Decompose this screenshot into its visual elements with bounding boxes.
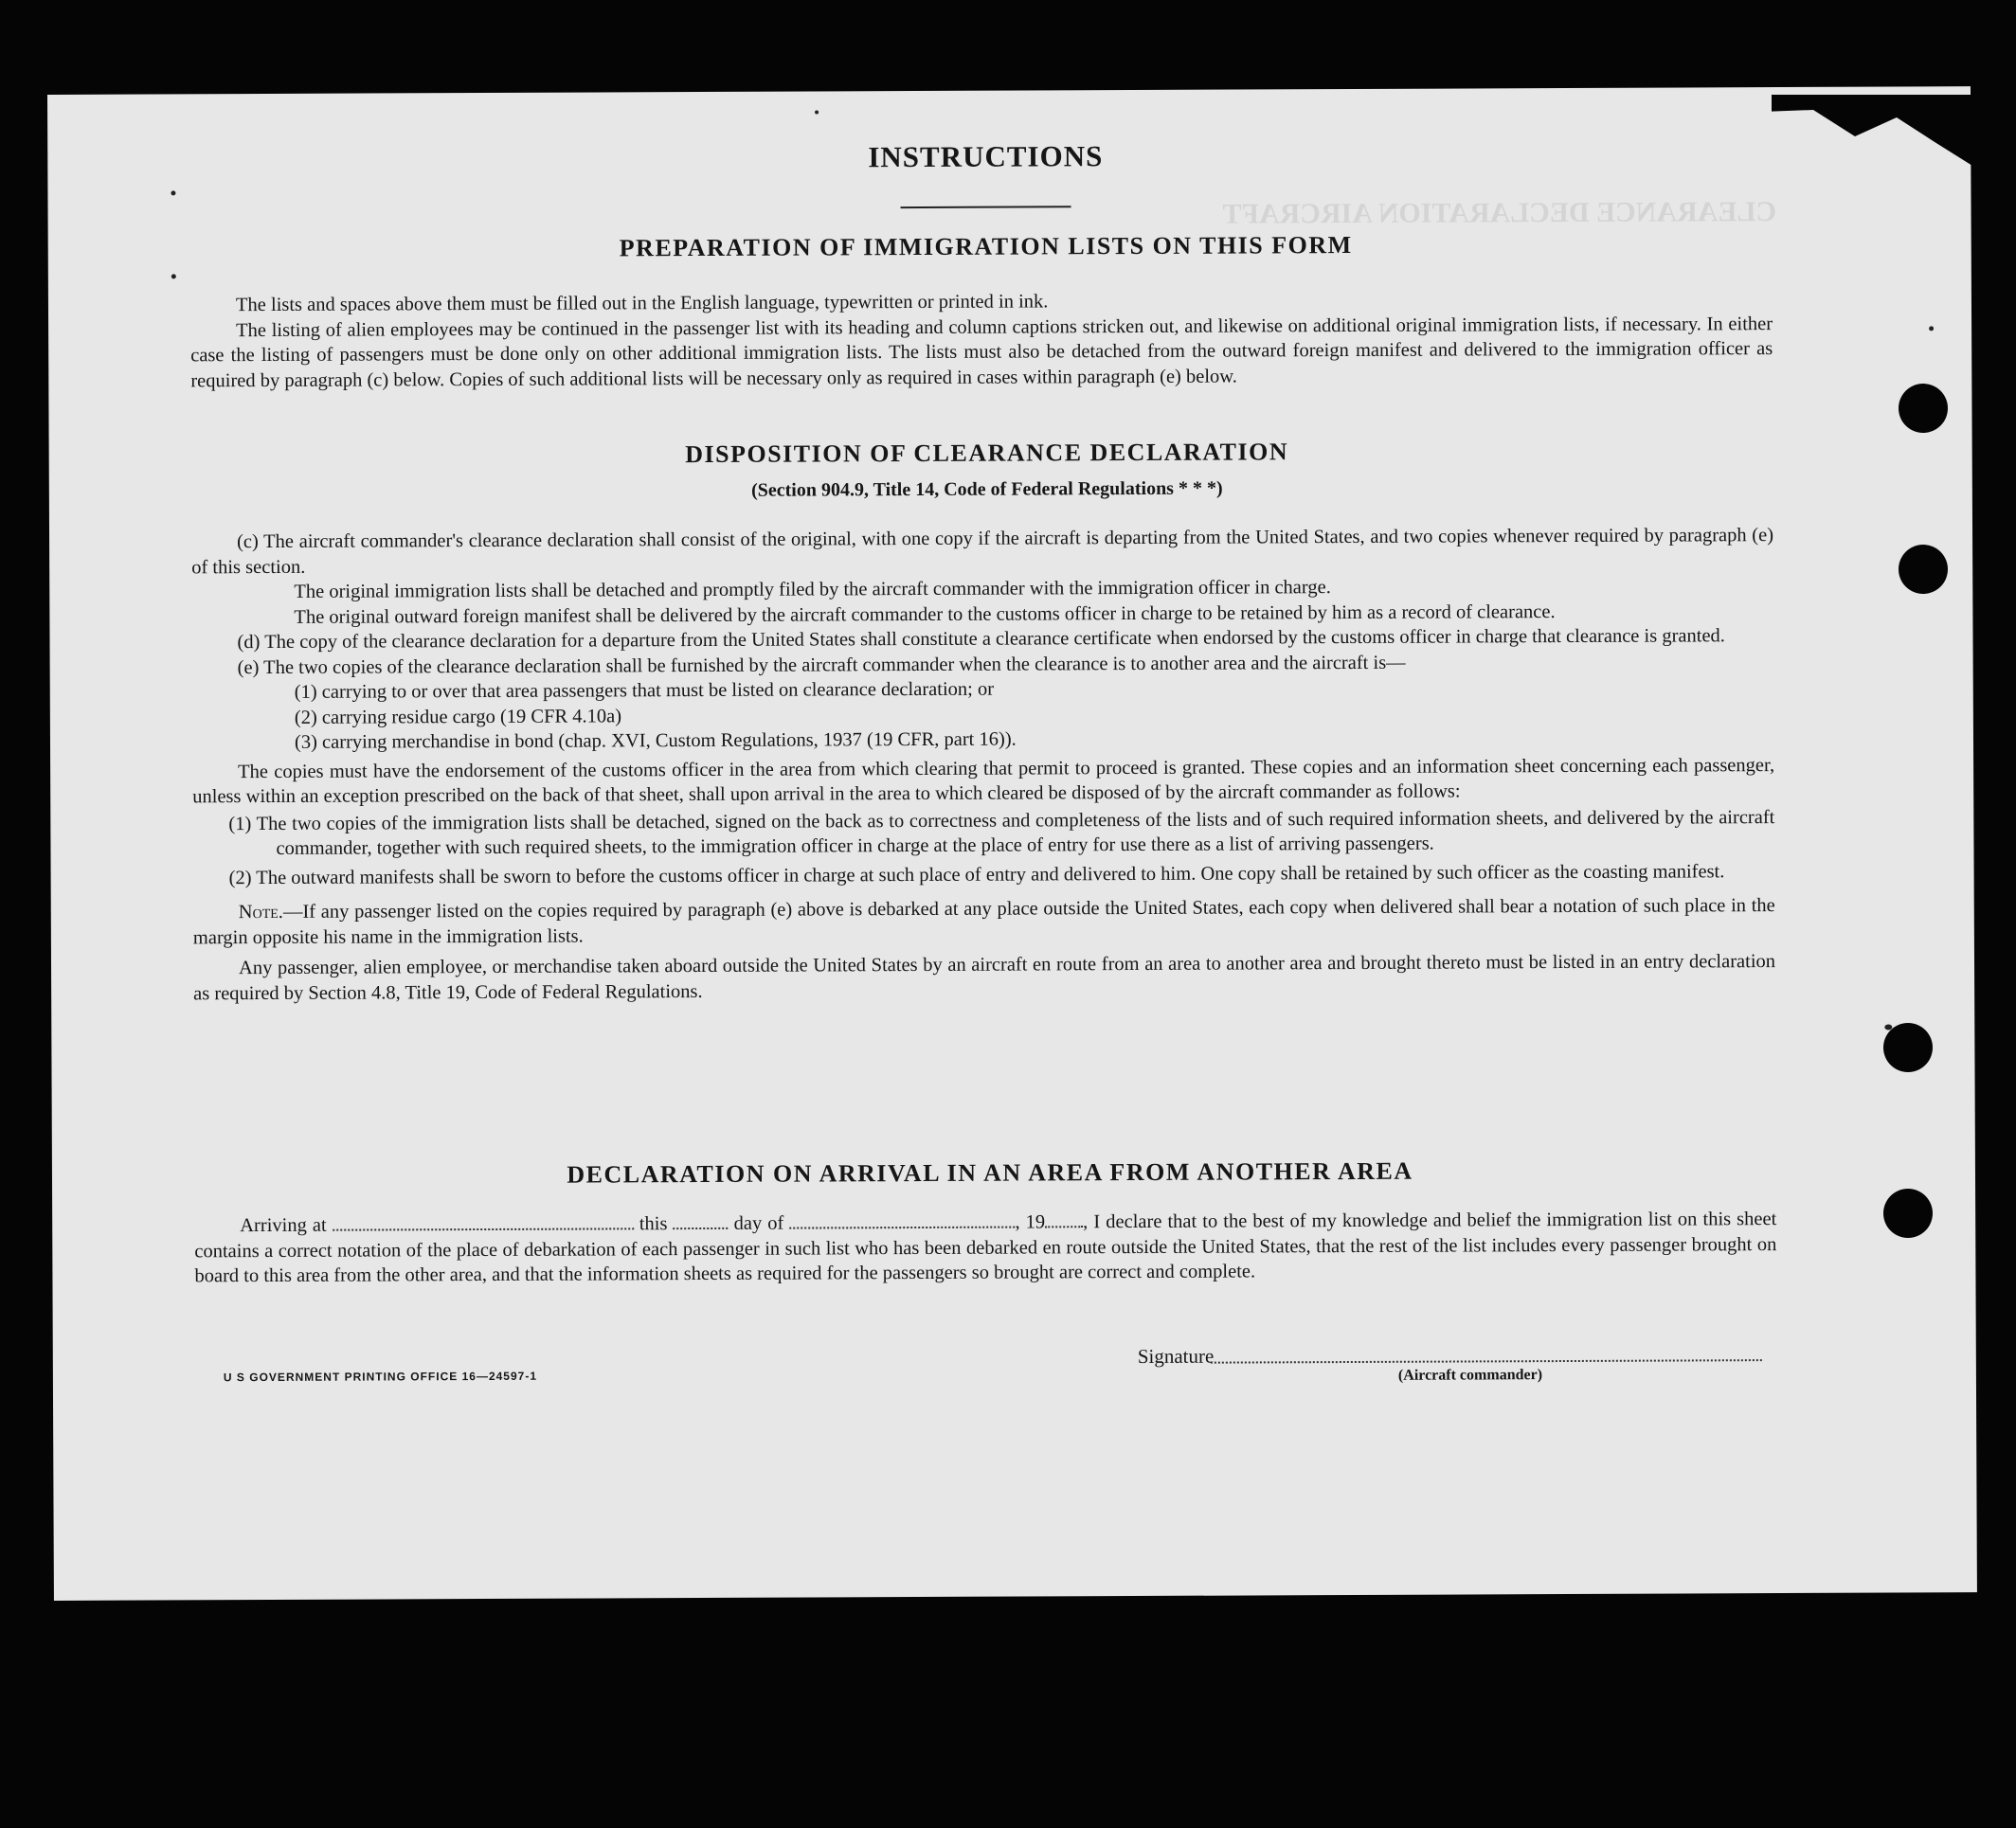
day-field[interactable]	[673, 1211, 728, 1229]
arrival-declaration	[194, 1207, 1776, 1289]
document-sheet	[47, 86, 1977, 1601]
signature-line[interactable]	[1211, 1359, 1762, 1364]
paragraph-d: (d) The copy of the clearance declaration for a departure from the United States shall constitute a clearance certificate when endorsed by the customs officer in charge that clearance is granted.	[237, 625, 1725, 654]
page-title: INSTRUCTIONS	[868, 139, 1104, 174]
section-heading-arrival: DECLARATION ON ARRIVAL IN AN AREA FROM ANOTHER AREA	[567, 1156, 1413, 1189]
paragraph-e-item-3: (3) carrying merchandise in bond (chap. XVI, Custom Regulations, 1937 (19 CFR, part 16)).	[294, 728, 1017, 753]
punch-hole	[1899, 384, 1948, 433]
note-label: Note.	[238, 901, 283, 923]
this-label: this	[639, 1213, 668, 1235]
speck-mark	[815, 110, 819, 114]
preparation-text	[190, 286, 1773, 393]
preparation-para-2: The listing of alien employees may be continued in the passenger list with its heading and column captions stricken out, and likewise on additional original immigration lists, if necessary. In either case the listing of passengers must be done only on other additional immigration lists. The lists must also be detached from the outward foreign manifest and delivered to the immigration officer as required by paragraph (c) below. Copies of such additional lists will be necessary only as required in cases within paragraph (e) below.	[190, 313, 1773, 391]
day-of-label: day of	[733, 1212, 784, 1234]
paragraph-e-item-1: (1) carrying to or over that area passengers that must be listed on clearance declaration; or	[294, 678, 995, 703]
speck-mark	[171, 274, 176, 278]
punch-hole	[1899, 545, 1948, 594]
preparation-para-1: The lists and spaces above them must be filled out in the English language, typewritten or printed in ink.	[235, 291, 1049, 316]
paragraph-e-item-2: (2) carrying residue cargo (19 CFR 4.10a)	[294, 705, 622, 728]
punch-hole	[1883, 1189, 1933, 1238]
speck-mark	[171, 190, 175, 195]
punch-hole	[1883, 1023, 1933, 1072]
arriving-at-field[interactable]	[333, 1211, 634, 1230]
disposition-text	[191, 523, 1775, 1006]
bleed-through-text: CLEARANCE DECLARATION AIRCRAFT	[1222, 196, 1777, 230]
disposal-item-2: (2) The outward manifests shall be sworn to before the customs officer in charge at such place of entry and delivered to him. One copy shall be retained by such officer as the coasting manifest.	[228, 860, 1725, 888]
paragraph-c: (c) The aircraft commander's clearance declaration shall consist of the original, with one copy if the aircraft is departing from the United States, and two copies whenever required by paragraph (e) of this section.	[191, 525, 1774, 578]
section-heading-disposition: DISPOSITION OF CLEARANCE DECLARATION	[685, 438, 1289, 469]
speck-mark	[1929, 326, 1934, 331]
year-prefix-label: , 19	[1015, 1211, 1046, 1233]
month-field[interactable]	[789, 1210, 1015, 1229]
note-paragraph	[193, 893, 1775, 950]
paragraph-c-immigration-lists: The original immigration lists shall be detached and promptly filed by the aircraft commander with the immigration officer in charge.	[294, 577, 1331, 602]
copies-paragraph: The copies must have the endorsement of the customs officer in the area from which clearing that permit to proceed is granted. These copies and an information sheet concerning each passenger, unless within an exception prescribed on the back of that sheet, shall upon arrival in the area to which cleared be disposed of by the aircraft commander as follows:	[192, 754, 1775, 808]
paragraph-c-outward-manifest: The original outward foreign manifest shall be delivered by the aircraft commander to the customs officer in charge to be retained by him as a record of clearance.	[294, 600, 1556, 628]
section-heading-preparation: PREPARATION OF IMMIGRATION LISTS ON THIS FORM	[619, 230, 1353, 262]
declaration-body: , I declare that to the best of my knowledge and belief the immigration list on this sheet contains a correct notation of the place of debarkation of each passenger in such list who has been debarked en route outside the United States, that the rest of the list includes every passenger brought on board to this area from the other area, and that the information sheets as required for the passengers so brought are correct and complete.	[194, 1209, 1777, 1287]
paragraph-e: (e) The two copies of the clearance declaration shall be furnished by the aircraft commander when the clearance is to another area and the aircraft is—	[237, 652, 1406, 678]
section-subheading-regulation: (Section 904.9, Title 14, Code of Federal Regulations * * *)	[751, 477, 1223, 501]
arriving-at-label: Arriving at	[240, 1214, 327, 1237]
arrival-declaration-text	[194, 1207, 1776, 1289]
title-underline	[901, 206, 1071, 208]
signature-caption: (Aircraft commander)	[1397, 1367, 1543, 1384]
printing-office-imprint: U S GOVERNMENT PRINTING OFFICE 16—24597-1	[223, 1369, 538, 1385]
signature-label: Signature	[1137, 1344, 1215, 1368]
entry-declaration-paragraph: Any passenger, alien employee, or merchandise taken aboard outside the United States by an aircraft en route from an area to another area and brought thereto must be listed in an entry declaration as required by Section 4.8, Title 19, Code of Federal Regulations.	[193, 951, 1776, 1004]
year-field[interactable]	[1045, 1210, 1083, 1228]
note-text: —If any passenger listed on the copies required by paragraph (e) above is debarked at any place outside the United States, each copy when delivered shall bear a notation of such place in the margin opposite his name in the immigration lists.	[192, 895, 1775, 948]
disposal-item-1: (1) The two copies of the immigration lists shall be detached, signed on the back as to correctness and completeness of the lists and of such required information sheets, and delivered by the aircraft commander, together with such required sheets, to the immigration officer in charge at the place of entry for use there as a list of arriving passengers.	[228, 806, 1775, 859]
